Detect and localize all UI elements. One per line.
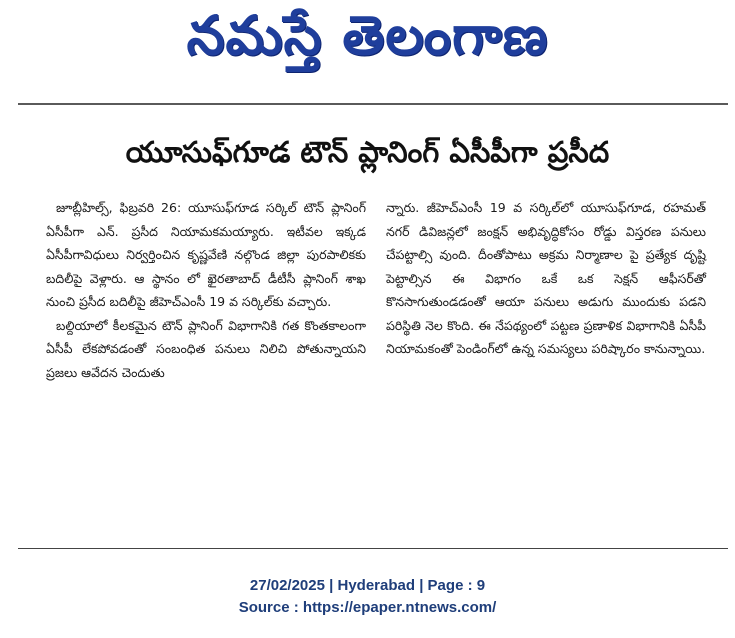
article-paragraph: బల్దియాలో కీలకమైన టౌన్ ప్లానింగ్ విభాగానికి గత కొంతకాలంగా ఏసీపీ లేకపోవడంతో సంబంధిత పనులు నిలిచి పోతున్నాయని ప్రజలు ఆవేదన చెందుతు (46, 317, 366, 380)
article-column-left (46, 196, 366, 526)
source-line: Source : https://epaper.ntnews.com/ (238, 599, 497, 616)
article-paragraph: జూబ్లీహిల్స్, ఫిబ్రవరి 26: యూసుఫ్‌గూడ సర్కిల్ టౌన్ ప్లానింగ్ ఏసీపీగా ఎన్. ప్రసీద నియామకమయ్యారు. ఇటీవల ఇక్కడ ఏసీపీగావిధులు నిర్వర్తించిన కృష్ణవేణి నల్గొండ జిల్లా పురపాలికకు బదిలీపై వెళ్లారు. ఆ స్థానం లో ఖైరతాబాద్ డీటీసీ ప్లానింగ్ శాఖ నుంచి ప్రసీద బదిలీపై జీహెచ్ఎంసీ 19 వ సర్కిల్‌కు వచ్చారు. (46, 200, 366, 309)
article-headline: యూసుఫ్‌గూడ టౌన్ ప్లానింగ్ ఏసీపీగా ప్రసీద (125, 135, 610, 169)
top-divider (18, 103, 728, 105)
bottom-divider (18, 548, 728, 549)
date-city-page-line: 27/02/2025 | Hyderabad | Page : 9 (249, 577, 486, 594)
article-column-right (386, 196, 706, 526)
article-paragraph: న్నారు. జీహెచ్ఎంసీ 19 వ సర్కిల్‌లో యూసుఫ్‌గూడ, రహమత్ నగర్ డివిజన్లలో జంక్షన్ అభివృద్ధికోసం రోడ్డు విస్తరణ పనులు చేపట్టాల్సి వుంది. దీంతోపాటు అక్రమ నిర్మాణాల పై ప్రత్యేక దృష్టి పెట్టాల్సిన ఈ విభాగం ఒకే ఒక సెక్షన్ ఆఫీసర్‌తో కొనసాగుతుండడంతో ఆయా పనులు అడుగు ముందుకు పడని పరిస్థితి నెల కొంది. ఈ నేపథ్యంలో పట్టణ ప్రణాళిక విభాగానికి ఏసీపీ నియామకంతో పెండింగ్‌లో ఉన్న సమస్యలు పరిష్కారం కానున్నాయి. (386, 200, 706, 356)
article-body (46, 196, 706, 526)
newspaper-masthead: నమస్తే తెలంగాణ (186, 4, 549, 67)
